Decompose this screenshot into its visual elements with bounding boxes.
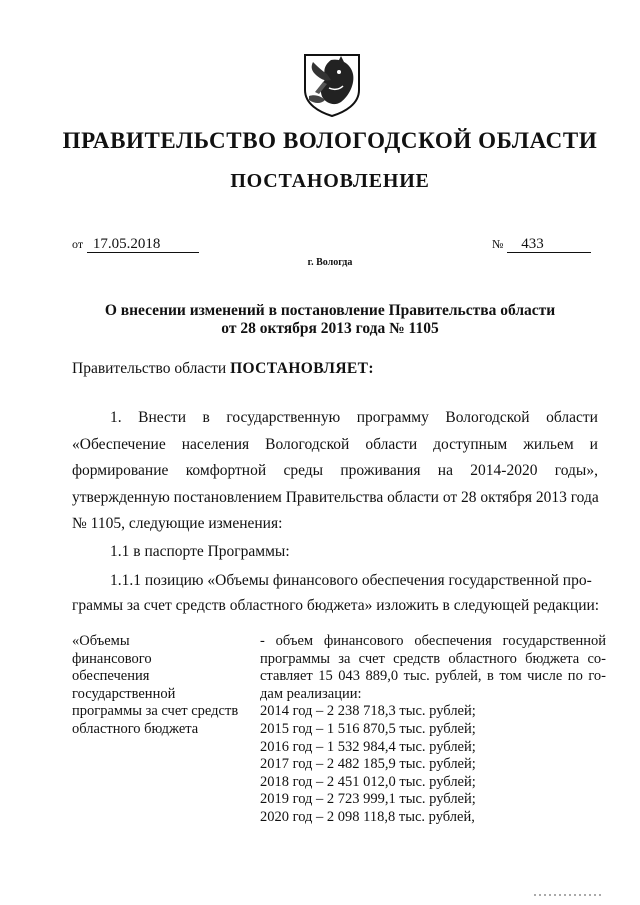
word: Внести (138, 409, 187, 426)
table-left-line: областного бюджета (72, 720, 199, 737)
paragraph-line (72, 458, 598, 485)
document-number: 433 (507, 237, 591, 253)
table-left-cell (72, 633, 262, 739)
document-date: 17.05.2018 (87, 237, 199, 253)
word: проживания (340, 462, 421, 479)
date-prefix: от (72, 237, 84, 251)
table-right-line (260, 633, 606, 651)
item-1-1-1-line: 1.1.1 позицию «Объемы финансового обеспечения государственной про- (110, 572, 592, 589)
table-right-line: 2016 год – 1 532 984,4 тыс. рублей; (260, 738, 476, 755)
date-field (72, 236, 199, 253)
coat-of-arms-icon (301, 52, 363, 118)
table-right-text: программы за счет средств областного бюджета со- (260, 650, 606, 667)
word: государственную (226, 409, 341, 426)
preamble (72, 360, 374, 378)
paragraph-line (72, 432, 598, 459)
word: 1. (110, 409, 122, 426)
word: в (202, 409, 210, 426)
table-right-line: 2020 год – 2 098 118,8 тыс. рублей, (260, 808, 475, 825)
preamble-text: Правительство области (72, 360, 231, 377)
word: среды (283, 462, 324, 479)
word: населения (181, 435, 250, 453)
word: программу (356, 409, 429, 426)
word: годы», (554, 462, 598, 479)
word: Вологодской (265, 435, 350, 453)
word: области (365, 435, 418, 453)
city-label: г. Вологда (307, 257, 353, 268)
item-1-1-1-line: граммы за счет средств областного бюджета» изложить в следующей редакции: (72, 597, 600, 614)
word: Вологодской (445, 409, 530, 426)
table-right-line: 2018 год – 2 451 012,0 тыс. рублей; (260, 773, 476, 790)
table-right-line: 2014 год – 2 238 718,3 тыс. рублей; (260, 703, 476, 720)
heading-line: от 28 октября 2013 года № 1105 (221, 320, 439, 337)
word: жильем (523, 435, 574, 453)
item-1-1: 1.1 в паспорте Программы: (110, 543, 290, 560)
word: комфортной (185, 462, 267, 479)
number-field (492, 236, 591, 253)
table-right-line (260, 668, 606, 686)
heading-line: О внесении изменений в постановление Правительства области (104, 302, 556, 319)
table-left-line: «Объемы (72, 633, 130, 649)
table-right-line: дам реализации: (260, 685, 362, 702)
table-right-line: 2019 год – 2 723 999,1 тыс. рублей; (260, 791, 476, 808)
table-left-line: обеспечения (72, 668, 150, 685)
document-type: ПОСТАНОВЛЕНИЕ (230, 170, 430, 192)
paragraph-line: № 1105, следующие изменения: (72, 515, 283, 532)
preamble-decree: ПОСТАНОВЛЯЕТ: (230, 360, 374, 377)
word: и (589, 435, 598, 453)
table-right-line: 2017 год – 2 482 185,9 тыс. рублей; (260, 756, 476, 773)
word: доступным (433, 435, 508, 453)
table-left-line: государственной (72, 685, 176, 702)
word: области (546, 409, 598, 426)
government-title: ПРАВИТЕЛЬСТВО ВОЛОГОДСКОЙ ОБЛАСТИ (62, 128, 598, 153)
number-prefix: № (492, 237, 504, 251)
document-heading (0, 302, 640, 338)
table-right-cell (260, 633, 606, 827)
table-left-line: финансового (72, 650, 152, 667)
word: формирование (72, 462, 169, 479)
word: 2014-2020 (470, 462, 538, 479)
word: на (437, 462, 453, 479)
table-right-line: 2015 год – 1 516 870,5 тыс. рублей; (260, 720, 476, 737)
word: «Обеспечение (72, 435, 166, 453)
scan-mark-icon (534, 893, 604, 897)
paragraph-line (72, 405, 598, 432)
paragraph-1 (72, 405, 598, 538)
table-right-text: ставляет 15 043 889,0 тыс. рублей, в том числе по го- (260, 668, 606, 685)
table-right-text: - объем финансового обеспечения государственной (260, 633, 606, 649)
table-right-line (260, 651, 606, 669)
table-left-line: программы за счет средств (72, 703, 239, 720)
paragraph-line: утвержденную постановлением Правительства области от 28 октября 2013 года (72, 488, 599, 506)
